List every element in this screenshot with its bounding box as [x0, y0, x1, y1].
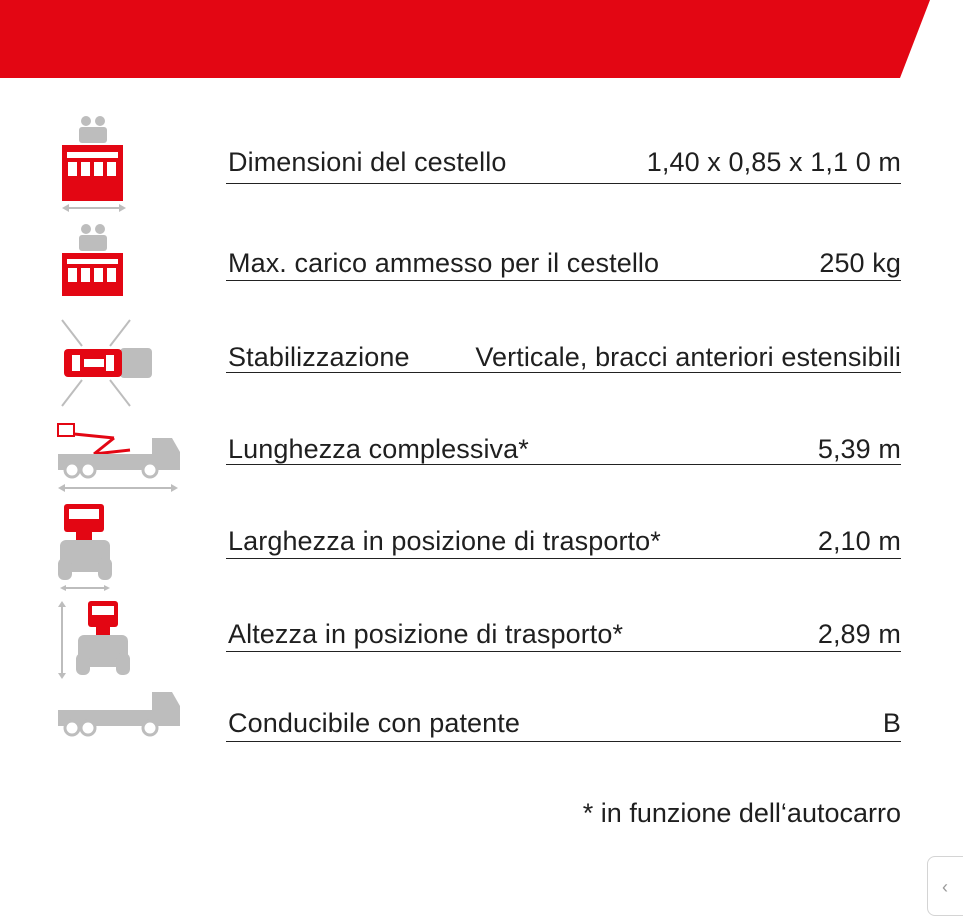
- spec-label: Altezza in posizione di trasporto*: [228, 619, 624, 649]
- truck-length-icon: [54, 416, 184, 508]
- spec-row-driving-license: [0, 690, 963, 782]
- transport-height-icon: [54, 597, 184, 689]
- spec-underline: [226, 464, 901, 465]
- spec-underline: [226, 280, 901, 281]
- spec-row-max-load: [0, 218, 963, 310]
- width-arrow-icon: [54, 200, 134, 216]
- spec-value: Verticale, bracci anteriori estensibili: [475, 342, 901, 372]
- spec-label: Stabilizzazione: [228, 342, 410, 372]
- spec-underline: [226, 183, 901, 184]
- transport-width-icon: [54, 500, 184, 592]
- spec-row-transport-height: [0, 597, 963, 689]
- spec-row-stabilization: [0, 318, 963, 410]
- spec-underline: [226, 741, 901, 742]
- spec-value: B: [882, 708, 901, 738]
- stabilizers-icon: [54, 318, 184, 410]
- spec-value: 2,89 m: [817, 619, 901, 649]
- basket-dimensions-icon: [54, 110, 184, 202]
- truck-license-icon: [54, 690, 184, 782]
- spec-row-transport-width: [0, 500, 963, 592]
- spec-label: Max. carico ammesso per il cestello: [228, 248, 660, 278]
- header-banner: [0, 0, 963, 80]
- spec-label: Lunghezza complessiva*: [228, 434, 529, 464]
- chevron-left-icon: ‹: [942, 877, 948, 897]
- basket-load-icon: [54, 218, 184, 310]
- spec-row-overall-length: [0, 416, 963, 508]
- spec-underline: [226, 372, 901, 373]
- scroll-left-button[interactable]: [927, 856, 963, 916]
- spec-value: 1,40 x 0,85 x 1,1 0 m: [646, 147, 901, 177]
- spec-underline: [226, 558, 901, 559]
- spec-label: Dimensioni del cestello: [228, 147, 507, 177]
- spec-label: Conducibile con patente: [228, 708, 521, 738]
- spec-label: Larghezza in posizione di trasporto*: [228, 526, 661, 556]
- spec-underline: [226, 651, 901, 652]
- spec-value: 2,10 m: [817, 526, 901, 556]
- footnote: * in funzione dell‘autocarro: [582, 798, 901, 828]
- spec-row-basket-dimensions: [0, 110, 963, 202]
- spec-value: 250 kg: [819, 248, 901, 278]
- spec-value: 5,39 m: [817, 434, 901, 464]
